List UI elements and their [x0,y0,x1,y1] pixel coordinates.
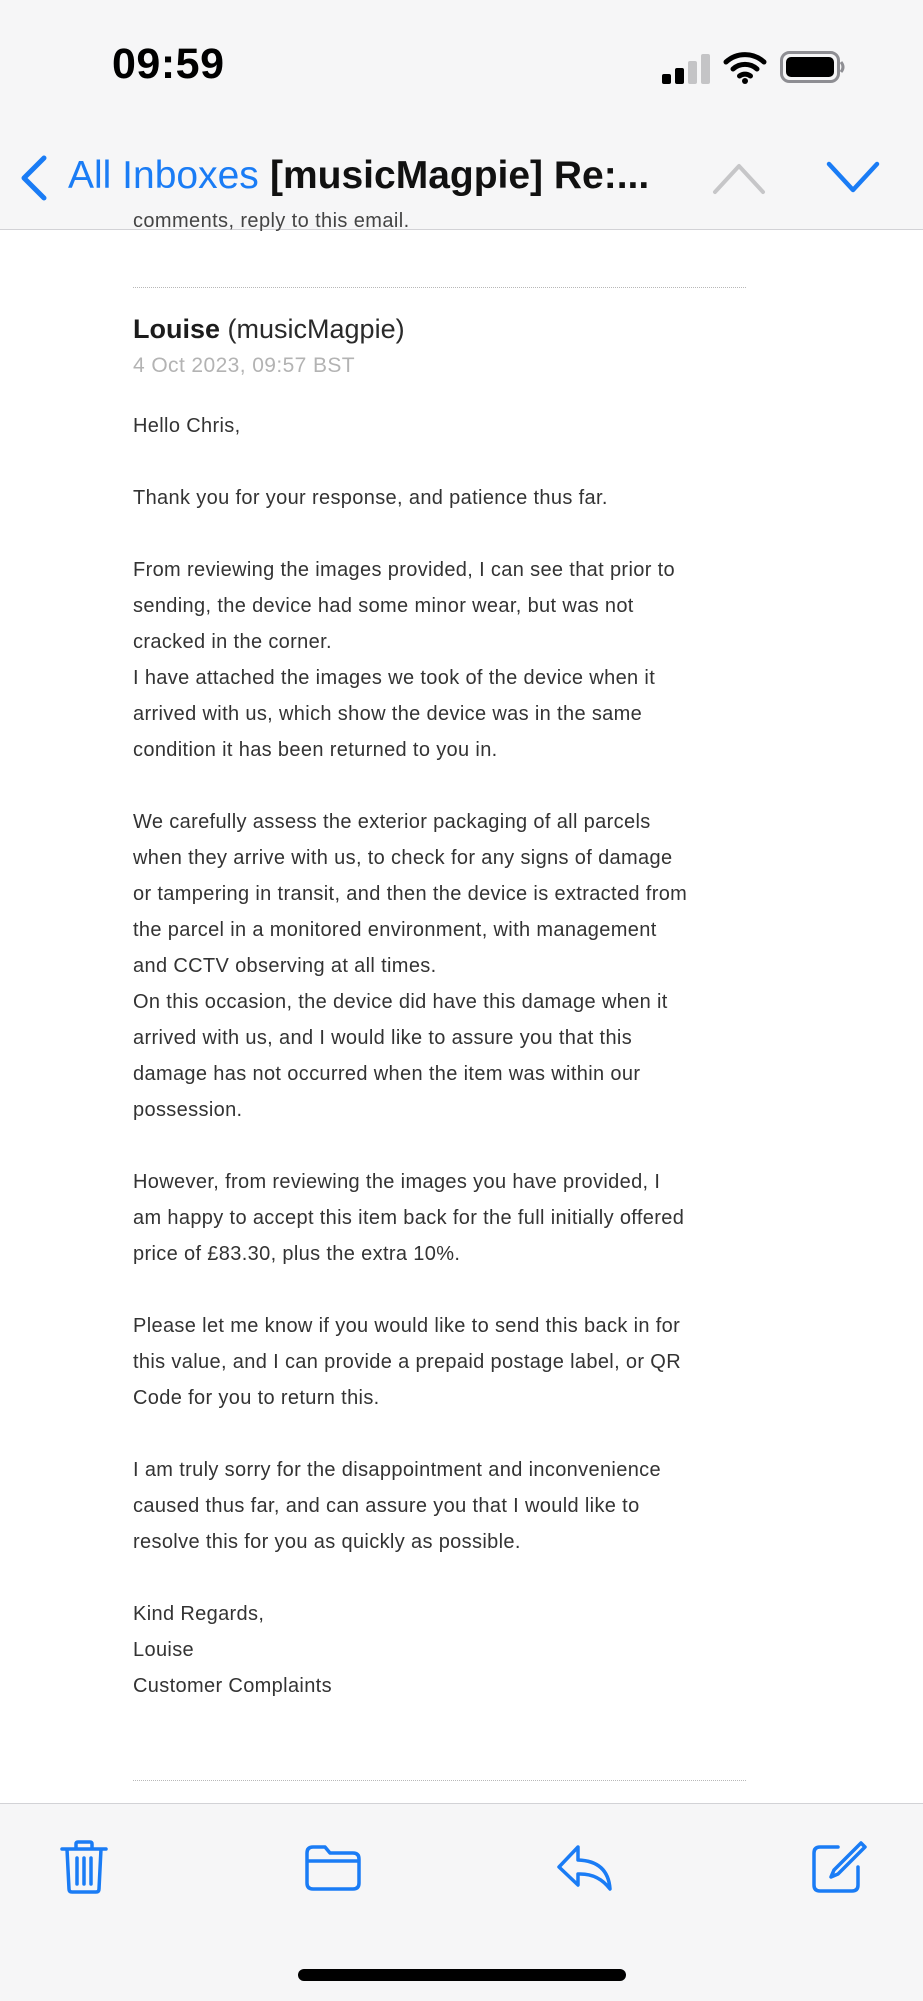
folder-icon[interactable] [304,1839,362,1895]
compose-icon[interactable] [810,1839,866,1895]
paragraph-break [133,1416,753,1452]
battery-icon [780,51,846,83]
message-line: Please let me know if you would like to send this back in for [133,1315,681,1337]
paragraph-break [133,1560,753,1596]
message-line: However, from reviewing the images you have provided, I [133,1171,661,1193]
message-line: damage has not occurred when the item was within our [133,1063,641,1085]
next-email-button[interactable] [826,160,880,196]
home-indicator [298,1969,626,1981]
message-line: price of £83.30, plus the extra 10%. [133,1243,461,1265]
message-line: Louise [133,1639,195,1661]
message-line: Kind Regards, [133,1603,265,1625]
message-line: the parcel in a monitored environment, with management [133,919,657,941]
back-to-inboxes-button[interactable]: All Inboxes [68,154,259,197]
email-subject-title: [musicMagpie] Re:... [270,154,650,197]
message-line: resolve this for you as quickly as possible. [133,1531,521,1553]
message-line: From reviewing the images provided, I can see that prior to [133,559,676,581]
message-line: am happy to accept this item back for the full initially offered [133,1207,685,1229]
back-chevron-icon[interactable] [18,154,48,202]
message-line: arrived with us, which show the device was in the same [133,703,643,725]
paragraph-break [133,768,753,804]
cellular-signal-icon [662,54,710,84]
sender [133,314,405,345]
previous-email-button[interactable] [712,160,766,196]
message-line: Customer Complaints [133,1675,332,1697]
message-line: Code for you to return this. [133,1387,380,1409]
status-time: 09:59 [112,40,225,88]
message-line: We carefully assess the exterior packaging of all parcels [133,811,651,833]
message-line: I am truly sorry for the disappointment and inconvenience [133,1459,661,1481]
message-line: caused thus far, and can assure you that I would like to [133,1495,640,1517]
message-line: arrived with us, and I would like to assure you that this [133,1027,633,1049]
message-line: On this occasion, the device did have this damage when it [133,991,668,1013]
message-line: when they arrive with us, to check for any signs of damage [133,847,673,869]
message-line: possession. [133,1099,243,1121]
paragraph-break [133,1128,753,1164]
message-line: cracked in the corner. [133,631,332,653]
message-line: I have attached the images we took of the device when it [133,667,656,689]
sender-name: Louise [133,314,221,344]
email-body [0,210,923,1803]
message-line: this value, and I can provide a prepaid postage label, or QR [133,1351,681,1373]
trash-icon[interactable] [58,1839,110,1895]
paragraph-break [133,444,753,480]
message-divider [133,287,746,288]
message-line: sending, the device had some minor wear, but was not [133,595,634,617]
paragraph-break [133,1272,753,1308]
message-line: condition it has been returned to you in. [133,739,498,761]
message-text [133,408,753,1704]
message-date: 4 Oct 2023, 09:57 BST [133,354,356,377]
paragraph-break [133,516,753,552]
message-line: Hello Chris, [133,415,241,437]
status-bar [0,0,923,130]
message-line: and CCTV observing at all times. [133,955,437,977]
previous-message-tail: comments, reply to this email. [133,210,410,232]
reply-icon[interactable] [556,1839,614,1895]
sender-organization: (musicMagpie) [227,314,405,344]
wifi-icon [724,50,766,84]
message-line: Thank you for your response, and patience thus far. [133,487,608,509]
message-divider-bottom [133,1780,746,1781]
message-line: or tampering in transit, and then the device is extracted from [133,883,688,905]
